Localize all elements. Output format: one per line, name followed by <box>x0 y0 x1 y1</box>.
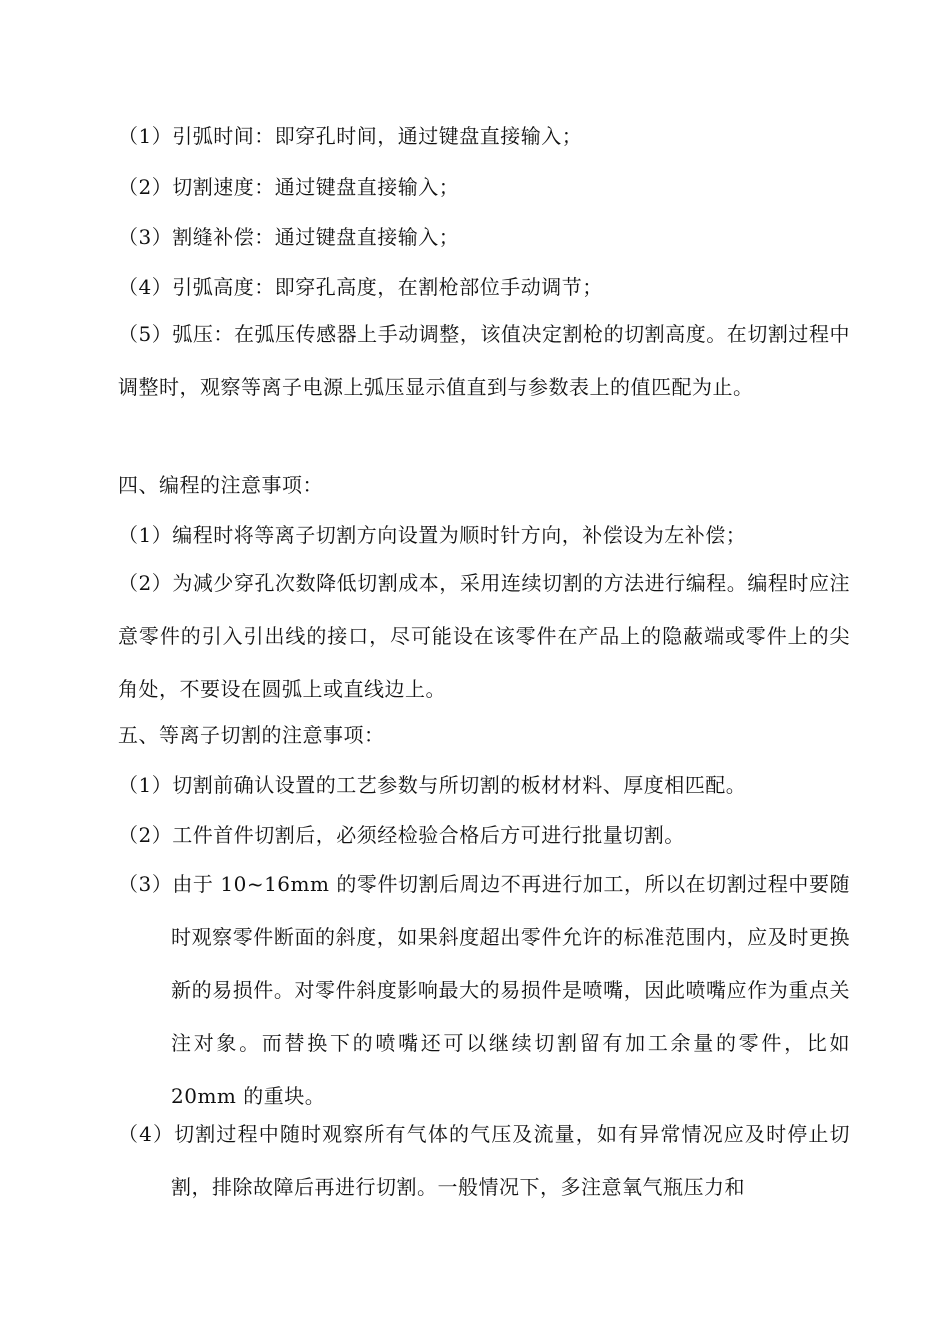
cutting-note-1: （1）切割前确认设置的工艺参数与所切割的板材材料、厚度相匹配。 <box>118 773 747 797</box>
programming-note-1: （1）编程时将等离子切割方向设置为顺时针方向，补偿设为左补偿； <box>118 523 747 547</box>
cutting-note-3: （3）由于 10~16mm 的零件切割后周边不再进行加工，所以在切割过程中要随时观察零件断面的斜度，如果斜度超出零件允许的标准范围内，应及时更换新的易损件。对零件斜度影响最大的易损件是喷嘴，因此喷嘴应作为重点关注对象。而替换下的喷嘴还可以继续切割留有加工余量的零件，比如 20mm 的重块。 <box>118 872 850 1108</box>
cutting-note-2: （2）工件首件切割后，必须经检验合格后方可进行批量切割。 <box>118 823 685 847</box>
param-cut-speed: （2）切割速度：通过键盘直接输入； <box>118 175 460 199</box>
param-arc-time: （1）引弧时间：即穿孔时间，通过键盘直接输入； <box>118 124 583 148</box>
param-kerf-compensation: （3）割缝补偿：通过键盘直接输入； <box>118 225 460 249</box>
section-heading-programming: 四、编程的注意事项： <box>118 473 323 497</box>
cutting-note-4: （4）切割过程中随时观察所有气体的气压及流量，如有异常情况应及时停止切割，排除故障后再进行切割。一般情况下，多注意氧气瓶压力和 <box>118 1122 850 1199</box>
section-heading-plasma-cutting: 五、等离子切割的注意事项： <box>118 723 385 747</box>
param-arc-voltage: （5）弧压：在弧压传感器上手动调整，该值决定割枪的切割高度。在切割过程中调整时，观察等离子电源上弧压显示值直到与参数表上的值匹配为止。 <box>118 322 850 399</box>
param-arc-height: （4）引弧高度：即穿孔高度，在割枪部位手动调节； <box>118 275 603 299</box>
programming-note-2: （2）为减少穿孔次数降低切割成本，采用连续切割的方法进行编程。编程时应注意零件的引入引出线的接口，尽可能设在该零件在产品上的隐蔽端或零件上的尖角处，不要设在圆弧上或直线边上。 <box>118 571 850 701</box>
